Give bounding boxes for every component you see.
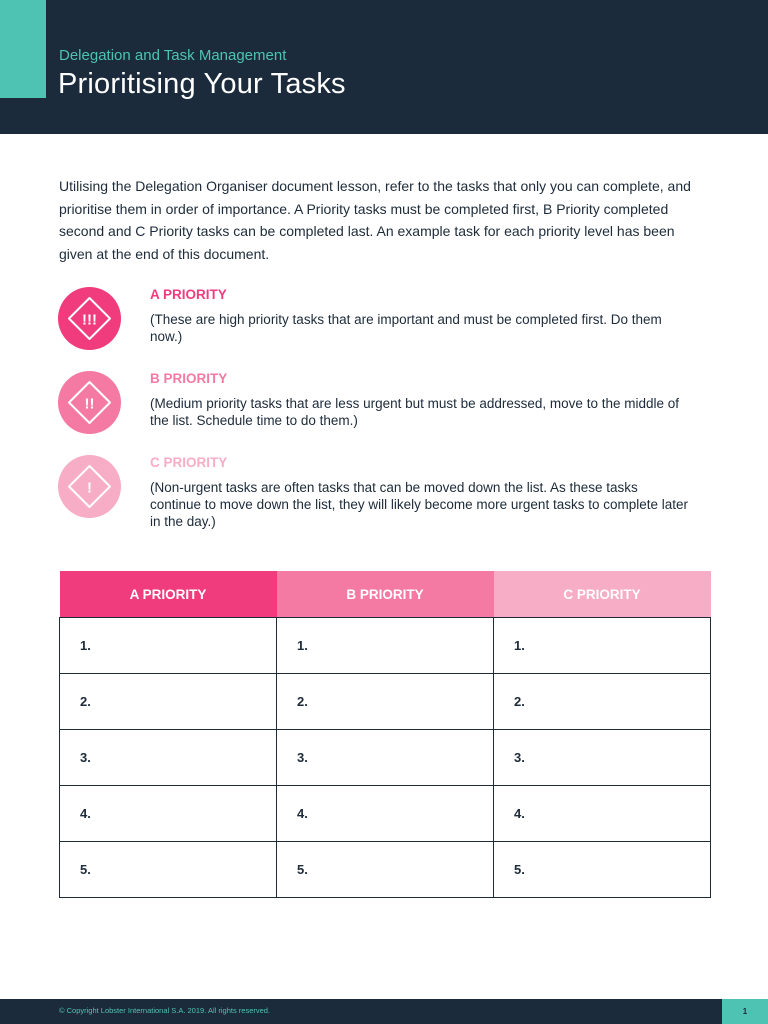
table-cell[interactable]: 5.: [277, 842, 494, 898]
page-title: Prioritising Your Tasks: [58, 68, 346, 100]
priority-c-icon: [58, 455, 121, 518]
intro-paragraph: Utilising the Delegation Organiser document lesson, refer to the tasks that only you can complete, and prioritise them in order of importance. A Priority tasks must be completed first, B Priority completed second and C Priority tasks can be completed last. An example task for each priority level has been given at the end of this document.: [59, 178, 691, 262]
priority-a-description: (These are high priority tasks that are important and must be completed first. Do them now.): [150, 312, 662, 344]
table-row: [60, 674, 711, 730]
exclamation-marks: !: [87, 479, 92, 497]
table-cell[interactable]: 4.: [494, 786, 711, 842]
page-footer: [0, 999, 768, 1024]
table-cell[interactable]: 3.: [60, 730, 277, 786]
table-cell[interactable]: 2.: [494, 674, 711, 730]
table-row: [60, 842, 711, 898]
table-cell[interactable]: 1.: [494, 618, 711, 674]
priority-a-title: A PRIORITY: [150, 287, 227, 302]
priority-c-title: C PRIORITY: [150, 455, 228, 470]
double-exclamation-diamond-icon: [58, 371, 121, 434]
exclamation-diamond-icon: [58, 455, 121, 518]
priority-table: [59, 571, 711, 898]
exclamation-marks: !!: [84, 395, 95, 413]
table-cell[interactable]: 4.: [60, 786, 277, 842]
priority-c-description: (Non-urgent tasks are often tasks that can be moved down the list. As these tasks continue to move down the list, they will likely become more urgent tasks to complete later in the day.): [150, 480, 689, 529]
priority-b-description: (Medium priority tasks that are less urgent but must be addressed, move to the middle of the list. Schedule time to do them.): [150, 396, 679, 428]
page-subtitle: Delegation and Task Management: [59, 47, 287, 64]
column-header-c-priority: C PRIORITY: [494, 571, 711, 618]
table-cell[interactable]: 5.: [494, 842, 711, 898]
copyright-text: © Copyright Lobster International S.A. 2019. All rights reserved.: [59, 1006, 271, 1015]
priority-b-icon: [58, 371, 121, 434]
triple-exclamation-diamond-icon: [58, 287, 121, 350]
column-header-a-priority: A PRIORITY: [60, 571, 277, 618]
table-row: [60, 618, 711, 674]
table-cell[interactable]: 5.: [60, 842, 277, 898]
table-cell[interactable]: 3.: [277, 730, 494, 786]
table-cell[interactable]: 2.: [277, 674, 494, 730]
table-cell[interactable]: 2.: [60, 674, 277, 730]
priority-b-title: B PRIORITY: [150, 371, 228, 386]
priority-item-c: [58, 455, 718, 529]
table-cell[interactable]: 1.: [277, 618, 494, 674]
priority-item-b: [58, 371, 718, 441]
column-header-b-priority: B PRIORITY: [277, 571, 494, 618]
page-header: [0, 0, 768, 134]
table-cell[interactable]: 4.: [277, 786, 494, 842]
table-row: [60, 730, 711, 786]
table-cell[interactable]: 3.: [494, 730, 711, 786]
page-number: 1: [722, 999, 768, 1024]
exclamation-marks: !!!: [82, 311, 97, 329]
priority-a-icon: [58, 287, 121, 350]
table-row: [60, 786, 711, 842]
priority-item-a: [58, 287, 718, 357]
header-accent-bar: [0, 0, 46, 98]
table-header-row: [60, 571, 711, 618]
table-cell[interactable]: 1.: [60, 618, 277, 674]
